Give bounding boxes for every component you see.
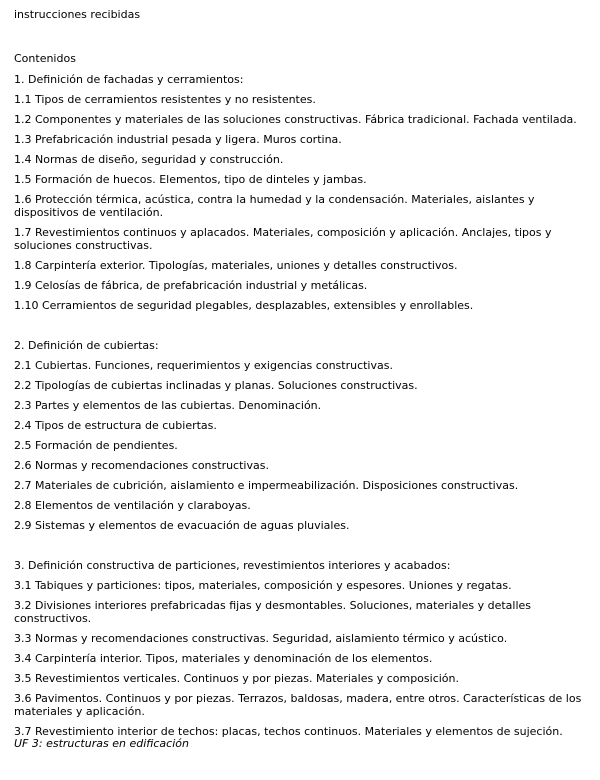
- section-1: [14, 73, 592, 312]
- list-item: 3.6 Pavimentos. Continuos y por piezas. Terrazos, baldosas, madera, entre otros. Características de los materiales y aplicación.: [14, 692, 582, 718]
- list-item: 3.3 Normas y recomendaciones constructivas. Seguridad, aislamiento térmico y acústico.: [14, 632, 508, 645]
- list-item: 1.1 Tipos de cerramientos resistentes y no resistentes.: [14, 93, 316, 106]
- list-item: 1.3 Prefabricación industrial pesada y ligera. Muros cortina.: [14, 133, 342, 146]
- list-item: 1.6 Protección térmica, acústica, contra la humedad y la condensación. Materiales, aislantes y dispositivos de ventilación.: [14, 193, 535, 219]
- list-item: 2.7 Materiales de cubrición, aislamiento e impermeabilización. Disposiciones constructivas.: [14, 479, 519, 492]
- intro-text: instrucciones recibidas: [14, 8, 141, 21]
- contents-title: Contenidos: [14, 52, 76, 65]
- list-item: 2.6 Normas y recomendaciones constructivas.: [14, 459, 269, 472]
- section-title: 2. Definición de cubiertas:: [14, 339, 159, 352]
- section-2: [14, 339, 592, 532]
- list-item: 3.1 Tabiques y particiones: tipos, materiales, composición y espesores. Uniones y regatas.: [14, 579, 512, 592]
- document-page: [14, 8, 592, 745]
- list-item: 2.5 Formación de pendientes.: [14, 439, 178, 452]
- list-item: 3.7 Revestimiento interior de techos: placas, techos continuos. Materiales y elementos de sujeción.: [14, 725, 563, 738]
- list-item: 1.2 Componentes y materiales de las soluciones constructivas. Fábrica tradicional. Fachada ventilada.: [14, 113, 577, 126]
- section-3: [14, 559, 592, 738]
- list-item: 2.4 Tipos de estructura de cubiertas.: [14, 419, 217, 432]
- section-title: 1. Definición de fachadas y cerramientos:: [14, 73, 244, 86]
- list-item: 1.10 Cerramientos de seguridad plegables, desplazables, extensibles y enrollables.: [14, 299, 474, 312]
- list-item: 1.8 Carpintería exterior. Tipologías, materiales, uniones y detalles constructivos.: [14, 259, 458, 272]
- list-item: 2.8 Elementos de ventilación y claraboyas.: [14, 499, 251, 512]
- list-item: 2.1 Cubiertas. Funciones, requerimientos y exigencias constructivas.: [14, 359, 393, 372]
- list-item: 2.9 Sistemas y elementos de evacuación de aguas pluviales.: [14, 519, 350, 532]
- list-item: 2.3 Partes y elementos de las cubiertas. Denominación.: [14, 399, 322, 412]
- list-item: 1.4 Normas de diseño, seguridad y construcción.: [14, 153, 284, 166]
- list-item: 1.7 Revestimientos continuos y aplacados. Materiales, composición y aplicación. Anclajes, tipos y soluciones constructivas.: [14, 226, 552, 252]
- section-title: 3. Definición constructiva de particiones, revestimientos interiores y acabados:: [14, 559, 451, 572]
- list-item: 1.5 Formación de huecos. Elementos, tipo de dinteles y jambas.: [14, 173, 367, 186]
- footer-text: UF 3: estructuras en edificación: [14, 737, 189, 750]
- list-item: 2.2 Tipologías de cubiertas inclinadas y planas. Soluciones constructivas.: [14, 379, 418, 392]
- list-item: 3.5 Revestimientos verticales. Continuos y por piezas. Materiales y composición.: [14, 672, 459, 685]
- list-item: 3.2 Divisiones interiores prefabricadas fijas y desmontables. Soluciones, materiales y detalles constructivos.: [14, 599, 532, 625]
- section-spacer: [14, 319, 592, 339]
- list-item: 1.9 Celosías de fábrica, de prefabricación industrial y metálicas.: [14, 279, 368, 292]
- list-item: 3.4 Carpintería interior. Tipos, materiales y denominación de los elementos.: [14, 652, 433, 665]
- section-spacer: [14, 539, 592, 559]
